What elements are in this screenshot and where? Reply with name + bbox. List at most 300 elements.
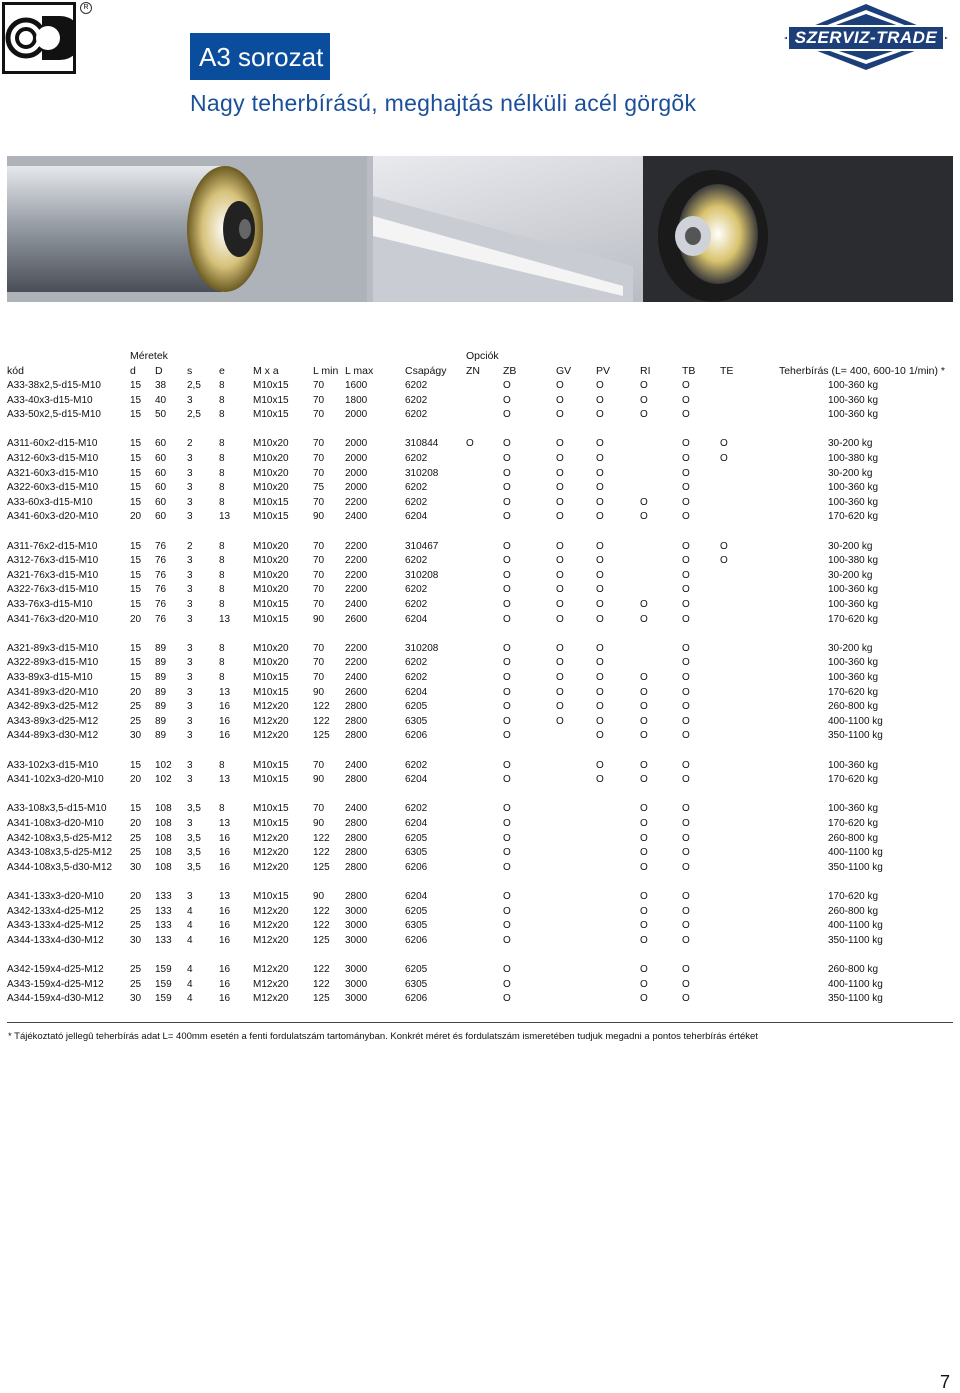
table-cell: 13 [219,891,231,902]
table-cell: 159 [155,978,172,990]
table-cell: 60 [155,496,167,508]
table-cell: O [596,496,604,508]
table-cell: 76 [155,613,167,625]
table-cell: O [596,715,604,727]
table-cell: 2000 [345,438,368,450]
table-cell: O [556,613,564,625]
row-code: A33-76x3-d15-M10 [7,599,93,610]
table-cell: 16 [219,715,231,727]
table-cell: 2000 [345,467,368,479]
table-cell: O [596,482,604,494]
table-cell: O [556,409,564,421]
table-cell: 8 [219,453,225,464]
table-cell: O [640,891,648,902]
table-cell: O [503,409,511,421]
table-cell: O [556,672,564,683]
table-cell: 6205 [405,964,428,975]
table-cell: 15 [130,555,142,567]
table-cell: 122 [313,964,330,975]
table-cell: O [640,496,648,508]
table-cell: 6204 [405,511,428,523]
table-cell: M10x15 [253,803,289,815]
table-cell: 122 [313,832,330,844]
row-code: A33-89x3-d15-M10 [7,672,93,683]
row-code: A344-108x3,5-d30-M12 [7,861,113,873]
table-cell: M10x20 [253,555,289,567]
table-cell: 6202 [405,409,428,421]
table-cell: O [640,409,648,421]
table-cell: O [503,701,511,713]
table-cell: 76 [155,569,167,581]
table-cell: 1800 [345,394,368,406]
table-cell: O [596,540,604,552]
row-code: A311-60x2-d15-M10 [7,438,98,450]
table-cell: O [682,934,690,946]
table-cell: 70 [313,453,325,464]
table-cell: 100-360 kg [828,803,879,815]
table-cell: O [556,467,564,479]
table-cell: 6206 [405,730,428,742]
table-cell: 108 [155,847,172,859]
table-cell: O [503,759,511,771]
szerviz-trade-logo [782,2,950,72]
table-cell: 70 [313,394,325,406]
table-cell: M12x20 [253,715,289,727]
table-cell: 70 [313,584,325,596]
table-cell: 15 [130,803,142,815]
table-cell: 20 [130,613,142,625]
table-cell: 102 [155,774,172,786]
table-cell: 100-380 kg [828,453,879,464]
table-cell: 89 [155,672,167,683]
table-cell: 60 [155,453,167,464]
table-cell: O [640,920,648,932]
table-cell: M12x20 [253,905,289,917]
table-cell: 76 [155,540,167,552]
table-cell: 6305 [405,920,428,932]
table-cell: M10x15 [253,774,289,786]
table-cell: O [556,642,564,654]
table-cell: 350-1100 kg [828,993,883,1005]
table-cell: 170-620 kg [828,818,879,829]
table-cell: 15 [130,496,142,508]
table-cell: 2000 [345,482,368,494]
table-cell: 89 [155,715,167,727]
table-cell: 108 [155,832,172,844]
table-cell: 3 [187,555,193,567]
table-cell: 6206 [405,993,428,1005]
table-cell: O [596,730,604,742]
row-code: A342-133x4-d25-M12 [7,905,104,917]
table-cell: 260-800 kg [828,832,879,844]
table-cell: O [556,569,564,581]
table-cell: O [682,759,690,771]
table-cell: 89 [155,701,167,713]
table-cell: 6305 [405,715,428,727]
table-cell: 133 [155,920,172,932]
table-cell: 15 [130,642,142,654]
table-cell: 4 [187,920,193,932]
table-cell: M10x20 [253,657,289,669]
table-cell: O [682,482,690,494]
table-cell: O [682,672,690,683]
table-cell: 30-200 kg [828,438,873,450]
table-cell: 20 [130,686,142,698]
table-cell: 30-200 kg [828,642,873,654]
table-cell: 20 [130,774,142,786]
table-cell: O [682,613,690,625]
table-cell: 6204 [405,818,428,829]
table-cell: 15 [130,453,142,464]
table-cell: O [503,832,511,844]
table-cell: 8 [219,599,225,610]
table-cell: M12x20 [253,920,289,932]
table-cell: 170-620 kg [828,511,879,523]
table-cell: 350-1100 kg [828,730,883,742]
table-cell: 8 [219,394,225,406]
table-cell: 3 [187,774,193,786]
table-cell: 2200 [345,657,368,669]
row-code: A33-40x3-d15-M10 [7,394,93,406]
table-cell: M12x20 [253,730,289,742]
table-cell: 159 [155,964,172,975]
table-cell: 6202 [405,380,428,391]
table-cell: 4 [187,905,193,917]
table-cell: O [596,409,604,421]
table-cell: 6205 [405,832,428,844]
table-cell: 125 [313,934,330,946]
column-header: M x a [253,365,279,377]
table-cell: 260-800 kg [828,701,879,713]
company-logo-left [2,2,76,74]
table-cell: 90 [313,774,325,786]
table-cell: O [682,496,690,508]
table-cell: O [503,891,511,902]
table-cell: 2800 [345,861,368,873]
table-cell: 70 [313,657,325,669]
table-cell: O [682,818,690,829]
table-cell: 15 [130,540,142,552]
table-cell: O [720,555,728,567]
table-cell: 108 [155,803,172,815]
table-cell: 400-1100 kg [828,978,883,990]
table-cell: O [556,453,564,464]
row-code: A33-50x2,5-d15-M10 [7,409,101,421]
table-cell: 15 [130,394,142,406]
table-cell: O [503,934,511,946]
table-cell: M12x20 [253,847,289,859]
table-cell: 260-800 kg [828,905,879,917]
table-cell: O [556,555,564,567]
table-cell: 25 [130,905,142,917]
table-cell: 8 [219,584,225,596]
table-cell: 2800 [345,818,368,829]
table-cell: M10x15 [253,613,289,625]
table-cell: O [682,993,690,1005]
table-cell: O [556,380,564,391]
table-cell: M12x20 [253,832,289,844]
table-cell: 15 [130,380,142,391]
table-cell: 76 [155,599,167,610]
table-cell: 6206 [405,861,428,873]
table-cell: 6202 [405,555,428,567]
table-cell: 4 [187,978,193,990]
table-cell: 2400 [345,803,368,815]
table-cell: 2800 [345,832,368,844]
table-cell: 15 [130,409,142,421]
table-cell: O [503,978,511,990]
table-cell: 170-620 kg [828,686,879,698]
column-header: PV [596,365,611,377]
table-cell: M10x15 [253,818,289,829]
table-cell: M10x20 [253,584,289,596]
column-header: d [130,365,136,377]
table-cell: O [640,599,648,610]
table-cell: O [682,701,690,713]
table-cell: 2800 [345,701,368,713]
table-cell: 6202 [405,453,428,464]
table-cell: 30 [130,730,142,742]
table-cell: 15 [130,438,142,450]
table-cell: 6205 [405,905,428,917]
table-cell: O [640,832,648,844]
table-cell: 3,5 [187,847,201,859]
row-code: A321-76x3-d15-M10 [7,569,99,581]
table-cell: 100-360 kg [828,380,879,391]
table-cell: O [682,730,690,742]
table-cell: 2,5 [187,409,201,421]
table-cell: 400-1100 kg [828,715,883,727]
table-cell: 125 [313,993,330,1005]
table-cell: 25 [130,715,142,727]
table-cell: 60 [155,467,167,479]
table-cell: 133 [155,905,172,917]
table-cell: O [503,496,511,508]
table-cell: 30 [130,993,142,1005]
table-cell: M12x20 [253,978,289,990]
table-cell: 2000 [345,409,368,421]
table-cell: O [720,438,728,450]
table-cell: 2400 [345,599,368,610]
table-cell: 2200 [345,569,368,581]
table-cell: 8 [219,657,225,669]
table-cell: O [503,774,511,786]
table-cell: 16 [219,701,231,713]
table-cell: 70 [313,569,325,581]
row-code: A343-108x3,5-d25-M12 [7,847,113,859]
table-cell: M10x15 [253,496,289,508]
table-cell: 6202 [405,759,428,771]
table-cell: 90 [313,613,325,625]
table-cell: 2800 [345,715,368,727]
column-header: TB [682,365,696,377]
table-cell: 16 [219,730,231,742]
table-cell: O [503,847,511,859]
table-cell: O [503,467,511,479]
table-cell: 40 [155,394,167,406]
row-code: A322-76x3-d15-M10 [7,584,99,596]
table-cell: 4 [187,964,193,975]
column-header: D [155,365,163,377]
table-cell: 3 [187,701,193,713]
table-cell: 122 [313,978,330,990]
table-cell: M10x20 [253,569,289,581]
table-cell: 30 [130,861,142,873]
table-cell: O [596,584,604,596]
row-code: A343-133x4-d25-M12 [7,920,104,932]
table-cell: 159 [155,993,172,1005]
table-cell: O [640,686,648,698]
table-cell: O [640,730,648,742]
table-cell: 15 [130,569,142,581]
table-cell: O [682,803,690,815]
table-cell: 3 [187,818,193,829]
row-code: A322-89x3-d15-M10 [7,657,99,669]
table-cell: 310208 [405,467,439,479]
table-cell: O [596,672,604,683]
table-cell: O [682,584,690,596]
table-cell: 16 [219,964,231,975]
table-cell: M10x20 [253,438,289,450]
table-cell: O [640,993,648,1005]
row-code: A341-76x3-d20-M10 [7,613,99,625]
table-cell: O [682,467,690,479]
table-cell: O [503,511,511,523]
table-cell: O [682,599,690,610]
table-cell: 100-360 kg [828,482,879,494]
table-cell: O [682,511,690,523]
table-cell: O [503,453,511,464]
table-cell: O [596,380,604,391]
table-cell: 70 [313,759,325,771]
table-cell: 100-360 kg [828,496,879,508]
table-cell: 108 [155,861,172,873]
table-cell: 310844 [405,438,439,450]
row-code: A321-60x3-d15-M10 [7,467,99,479]
table-cell: 25 [130,832,142,844]
table-cell: 70 [313,672,325,683]
table-cell: O [596,613,604,625]
table-cell: 16 [219,920,231,932]
table-cell: 8 [219,540,225,552]
table-cell: 75 [313,482,325,494]
table-cell: 3 [187,672,193,683]
table-cell: 8 [219,555,225,567]
table-cell: 2 [187,540,193,552]
table-cell: 170-620 kg [828,891,879,902]
table-cell: O [596,774,604,786]
row-code: A344-159x4-d30-M12 [7,993,104,1005]
series-title: A3 sorozat [199,42,324,72]
table-cell: 70 [313,496,325,508]
table-cell: O [556,715,564,727]
table-cell: O [596,599,604,610]
row-code: A311-76x2-d15-M10 [7,540,98,552]
brand-name: SZERVIZ-TRADE [794,28,938,47]
table-cell: 90 [313,818,325,829]
table-cell: 70 [313,380,325,391]
table-cell: 3000 [345,978,368,990]
table-cell: O [503,715,511,727]
table-cell: O [503,569,511,581]
table-cell: 6305 [405,847,428,859]
row-code: A33-102x3-d15-M10 [7,759,99,771]
table-cell: 100-360 kg [828,409,879,421]
table-cell: O [682,964,690,975]
table-cell: O [556,686,564,698]
table-cell: O [682,394,690,406]
table-cell: 60 [155,438,167,450]
table-cell: 15 [130,672,142,683]
table-cell: M10x15 [253,891,289,902]
table-cell: M10x20 [253,540,289,552]
table-cell: 70 [313,642,325,654]
table-cell: 102 [155,759,172,771]
table-cell: 2800 [345,774,368,786]
table-cell: 3 [187,657,193,669]
column-header: Csapágy [405,365,447,377]
table-cell: 3 [187,584,193,596]
registered-mark: R [80,2,92,14]
table-cell: 3 [187,394,193,406]
table-cell: M12x20 [253,964,289,975]
table-cell: O [556,438,564,450]
table-cell: O [596,701,604,713]
footnote: * Tájékoztató jellegû teherbírás adat L= 400mm esetén a fenti fordulatszám tartományban. Konkrét méret és fordulatszám ismeretében tudjuk megadni a pontos teherbírás értéket [8,1031,758,1042]
column-header: ZN [466,365,480,377]
table-cell: 15 [130,482,142,494]
table-cell: 6202 [405,657,428,669]
table-cell: M12x20 [253,701,289,713]
table-cell: 13 [219,686,231,698]
table-cell: O [503,438,511,450]
page-number: 7 [939,1372,950,1392]
row-code: A342-89x3-d25-M12 [7,701,99,713]
table-cell: O [556,599,564,610]
row-code: A321-89x3-d15-M10 [7,642,99,654]
table-cell: 6202 [405,394,428,406]
table-cell: 2400 [345,759,368,771]
table-cell: 90 [313,686,325,698]
column-header: kód [7,365,24,377]
table-cell: O [466,438,474,450]
table-cell: 3 [187,482,193,494]
table-cell: M10x20 [253,482,289,494]
table-cell: 100-360 kg [828,584,879,596]
table-cell: O [503,861,511,873]
table-cell: 2000 [345,453,368,464]
row-code: A341-89x3-d20-M10 [7,686,99,698]
table-cell: 2200 [345,642,368,654]
table-cell: O [596,453,604,464]
table-cell: 122 [313,715,330,727]
table-cell: O [556,540,564,552]
table-cell: O [682,540,690,552]
table-cell: 125 [313,730,330,742]
table-cell: O [682,832,690,844]
table-cell: 170-620 kg [828,613,879,625]
table-cell: O [556,701,564,713]
table-cell: 13 [219,774,231,786]
table-cell: O [640,847,648,859]
table-cell: O [682,891,690,902]
group-header-meretek: Méretek [130,350,168,362]
table-cell: O [596,555,604,567]
table-cell: O [640,818,648,829]
table-cell: M12x20 [253,934,289,946]
table-cell: 70 [313,438,325,450]
table-cell: 60 [155,511,167,523]
